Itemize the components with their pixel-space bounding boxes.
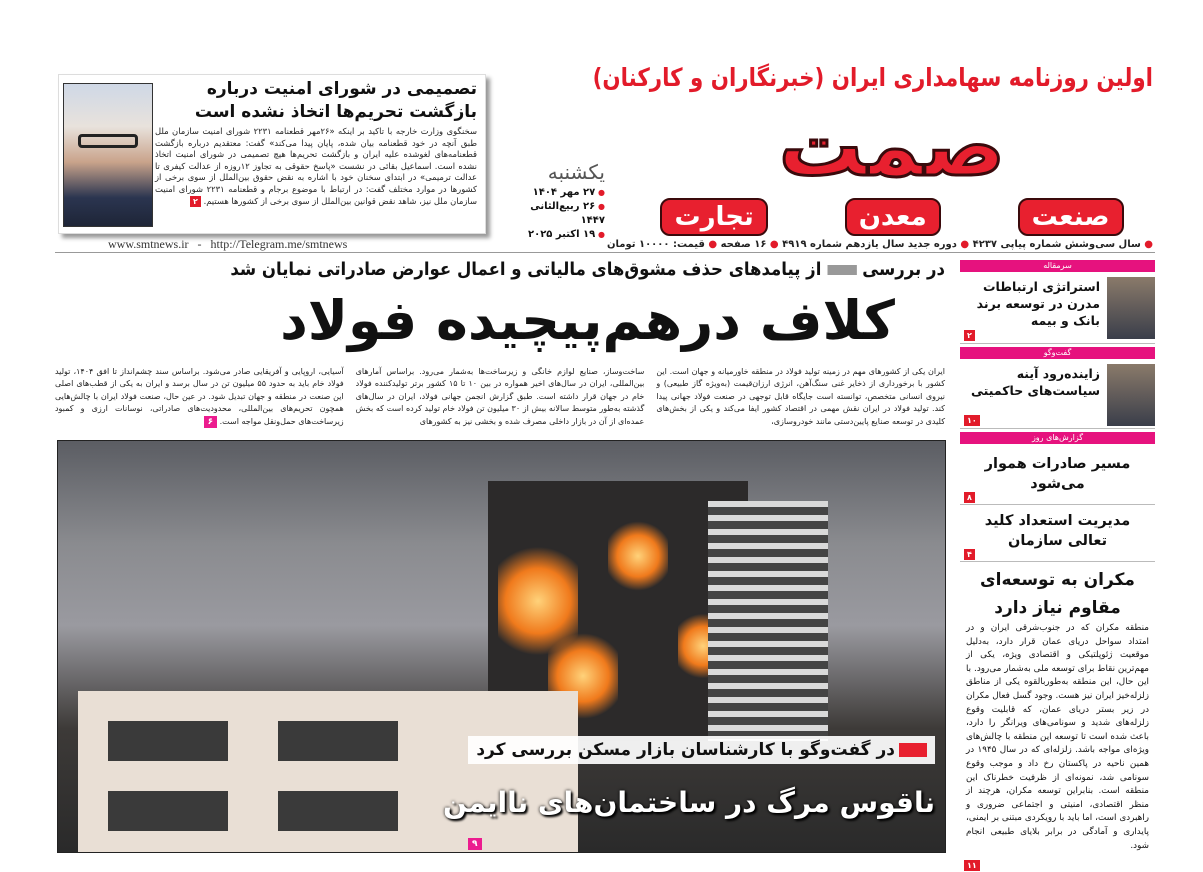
spokesman-photo [63, 83, 153, 227]
report-title[interactable]: مسیر صادرات هموار می‌شود [984, 456, 1131, 492]
adjacent-building [708, 501, 828, 741]
photo-kicker [468, 736, 935, 764]
date-lunar: ● ۲۶ ربیع‌الثانی ۱۴۴۷ [505, 200, 605, 228]
newspaper-logo [622, 98, 1162, 236]
editorial-title[interactable]: استراتژی ارتباطات مدرن در توسعه برند بانک و بیمه [976, 279, 1100, 328]
hotel-building [78, 691, 578, 853]
issue-volume: سال سی‌وشش شماره پیاپی ۴۲۳۷ [972, 239, 1141, 250]
feature-body: منطقه مکران که در جنوب‌شرقی ایران و در امتداد سواحل دریای عمان قرار دارد، به‌دلیل موقعیت ژئوپلتیکی و اقتصادی ویژه، یکی از مهم‌ترین نقاط برای توسعه ملی به‌شمار می‌رود. با این حال، این منطقه به‌طوربالقوه یکی از مناطق زلزله‌خیز ایران نیز هست. وجود گسل فعال مکران در زیر بستر دریای عمان، که قابلیت وقوع زلزله‌های شدید و سونامی‌های ویرانگر را دارد، باعث شده است تا توسعه این منطقه با چالش‌های ویژه‌ای مواجه باشد. زلزله‌ای که در سال ۱۹۴۵ در همین ناحیه در پاکستان رخ داد و موجب وقوع سونامی شد، نمونه‌ای از ظرفیت خطرناک این منطقه است. بنابراین توسعه مکران، هرچند از منظر اقتصادی، امنیتی و اجتماعی ضروری و راهبردی است، اما باید با رویکردی مبتنی بر ایمنی، پایداری و آمادگی در برابر بلایای طبیعی انجام شود. [966, 623, 1149, 851]
logo-subtitle: معدن [845, 198, 941, 236]
kicker-text: از پیامدهای حذف مشوق‌های مالیاتی و اعمال عوارض صادراتی نمایان شد [230, 259, 822, 280]
interviewee-photo [1107, 364, 1155, 426]
logo-subtitle: تجارت [660, 198, 767, 236]
lead-body [55, 366, 945, 428]
page-ref[interactable]: ۸ [964, 492, 975, 503]
page-ref[interactable]: ۱۰ [964, 415, 980, 426]
interview-item[interactable] [960, 359, 1155, 429]
top-story-text: سخنگوی وزارت خارجه با تاکید بر اینکه «۲۶مهر قطعنامه ۲۲۳۱ شورای امنیت سازمان ملل طبق آنچه در خود قطعنامه بیان شده، پایان پیدا می‌کند» گفت: معتقدیم درباره بازگشت قطعنامه‌های لغوشده علیه ایران و بازگشت تحریم‌ها هیچ تصمیمی در شورای امنیت اتخاذ نشده است. اسماعیل بقائی در نشست «پاسخ حقوقی به تجاوز ۱۲روزه از عدالت کیفری تا عدالت ترمیمی» در ابتدای سخنان خود با اشاره به نقض حقوق بین‌الملل از سوی برخی از کشورها در موارد مختلف گفت: در ارتباط با موضوع برجام و قطعنامه ۲۲۳۱ شورای امنیت سازمان ملل نیز، شاهد نقض قوانین بین‌الملل از سوی برخی از کشورها هستیم. [155, 126, 477, 206]
section-label-interview: گفت‌وگو [960, 347, 1155, 359]
photo-kicker-text: در گفت‌وگو با کارشناسان بازار مسکن بررسی کرد [476, 740, 895, 760]
issue-info: ● سال سی‌وشش شماره پیاپی ۴۲۳۷ ● دوره جدید سال یازدهم شماره ۴۹۱۹ ● ۱۶ صفحه ● قیمت: ۱۰۰۰۰ تومان [606, 239, 1153, 250]
brand-logo-icon [899, 743, 927, 757]
lead-column: ایران یکی از کشورهای مهم در زمینه تولید فولاد در منطقه خاورمیانه و جهان است. این کشور با برخورداری از ذخایر غنی سنگ‌آهن، انرژی ارزان‌قیمت (به‌ویژه گاز طبیعی) و نیروی انسانی متخصص، توانسته است جایگاه قابل توجهی در صنعت فولاد جهانی پیدا کند. تولید فولاد در ایران نقش مهمی در اقتصاد کشور ایفا می‌کند و یکی از بخش‌های کلیدی در توسعه صنایع پایین‌دستی مانند خودروسازی، [656, 367, 945, 426]
date-gregorian: ● ۱۹ اکتبر ۲۰۲۵ [505, 228, 605, 242]
sidebar [960, 260, 1155, 872]
report-item[interactable] [960, 444, 1155, 505]
lead-column: آسیایی، اروپایی و آفریقایی صادر می‌شود. براساس سند چشم‌انداز تا افق ۱۴۰۴، تولید فولاد خام باید به حدود ۵۵ میلیون تن در سال برسد و ایران به یکی از قطب‌های اصلی این صنعت در منطقه و جهان تبدیل شود. در عین حال، صنعت فولاد ایران با چالش‌هایی همچون تحریم‌های بین‌المللی، محدودیت‌های صادراتی، نوسانات ارزی و کمبود زیرساخت‌های حمل‌ونقل مواجه است. [54, 367, 344, 426]
brand-logo-icon [827, 265, 856, 275]
date-solar: ● ۲۷ مهر ۱۴۰۴ [505, 186, 605, 200]
page-ref[interactable]: ۲ [964, 330, 975, 341]
section-label-reports: گزارش‌های روز [960, 432, 1155, 444]
feature-story [960, 566, 1155, 872]
page-ref[interactable]: ۴ [964, 549, 975, 560]
photo-headline[interactable]: ناقوس مرگ در ساختمان‌های ناایمن [443, 786, 935, 819]
divider [55, 252, 1155, 253]
website-links: www.smtnews.ir - http://Telegram.me/smtnews [108, 237, 348, 251]
top-story-body [155, 126, 477, 207]
issue-number: دوره جدید سال یازدهم شماره ۴۹۱۹ [782, 239, 957, 250]
logo-subtitle: صنعت [1018, 198, 1124, 236]
top-story-title[interactable]: تصمیمی در شورای امنیت درباره بازگشت تحریم‌ها اتخاذ نشده است [194, 79, 477, 122]
page-count: ۱۶ صفحه [720, 239, 767, 250]
page-ref[interactable]: ۹ [468, 838, 482, 850]
page-ref[interactable]: ۱۱ [964, 860, 980, 871]
fire-building-photo[interactable] [57, 440, 946, 853]
weekday: یکشنبه [547, 160, 605, 184]
lead-column: ساخت‌وساز، صنایع لوازم خانگی و زیرساخت‌ها به‌شمار می‌رود. براساس آمارهای بین‌المللی، ایران در سال‌های اخیر همواره در بین ۱۰ تا ۱۵ کشور برتر تولیدکننده فولاد خام در جهان قرار داشته است. طبق گزارش انجمن جهانی فولاد، ایران در سال‌های گذشته به‌طور متوسط سالانه بیش از ۳۰ میلیون تن فولاد خام تولید کرده است که بخش عمده‌ای از آن در بازار داخلی مصرف شده و بخشی نیز به کشورهای [355, 367, 645, 426]
masthead-tagline: اولین روزنامه سهامداری ایران (خبرنگاران و کارکنان) [592, 63, 1153, 92]
price: قیمت: ۱۰۰۰۰ تومان [606, 239, 705, 250]
lead-headline[interactable]: کلاف درهم‌پیچیده فولاد [280, 289, 895, 352]
kicker-text: در بررسی [862, 259, 945, 280]
report-item[interactable] [960, 505, 1155, 562]
editorial-item[interactable] [960, 272, 1155, 344]
section-label-editorial: سرمقاله [960, 260, 1155, 272]
logo-wordmark: صمت [778, 98, 1006, 194]
top-story-box[interactable] [58, 74, 486, 234]
date-block [505, 160, 605, 242]
feature-title[interactable]: مکران به توسعه‌ای مقاوم نیاز دارد [980, 570, 1135, 618]
interview-title[interactable]: زاینده‌رود آینه سیاست‌های حاکمیتی [971, 366, 1100, 398]
lead-kicker [230, 258, 945, 282]
author-photo [1107, 277, 1155, 339]
page-ref[interactable]: ۶ [204, 416, 218, 428]
page-ref[interactable]: ۲ [190, 196, 201, 207]
report-title[interactable]: مدیریت استعداد کلید تعالی سازمان [984, 513, 1131, 549]
